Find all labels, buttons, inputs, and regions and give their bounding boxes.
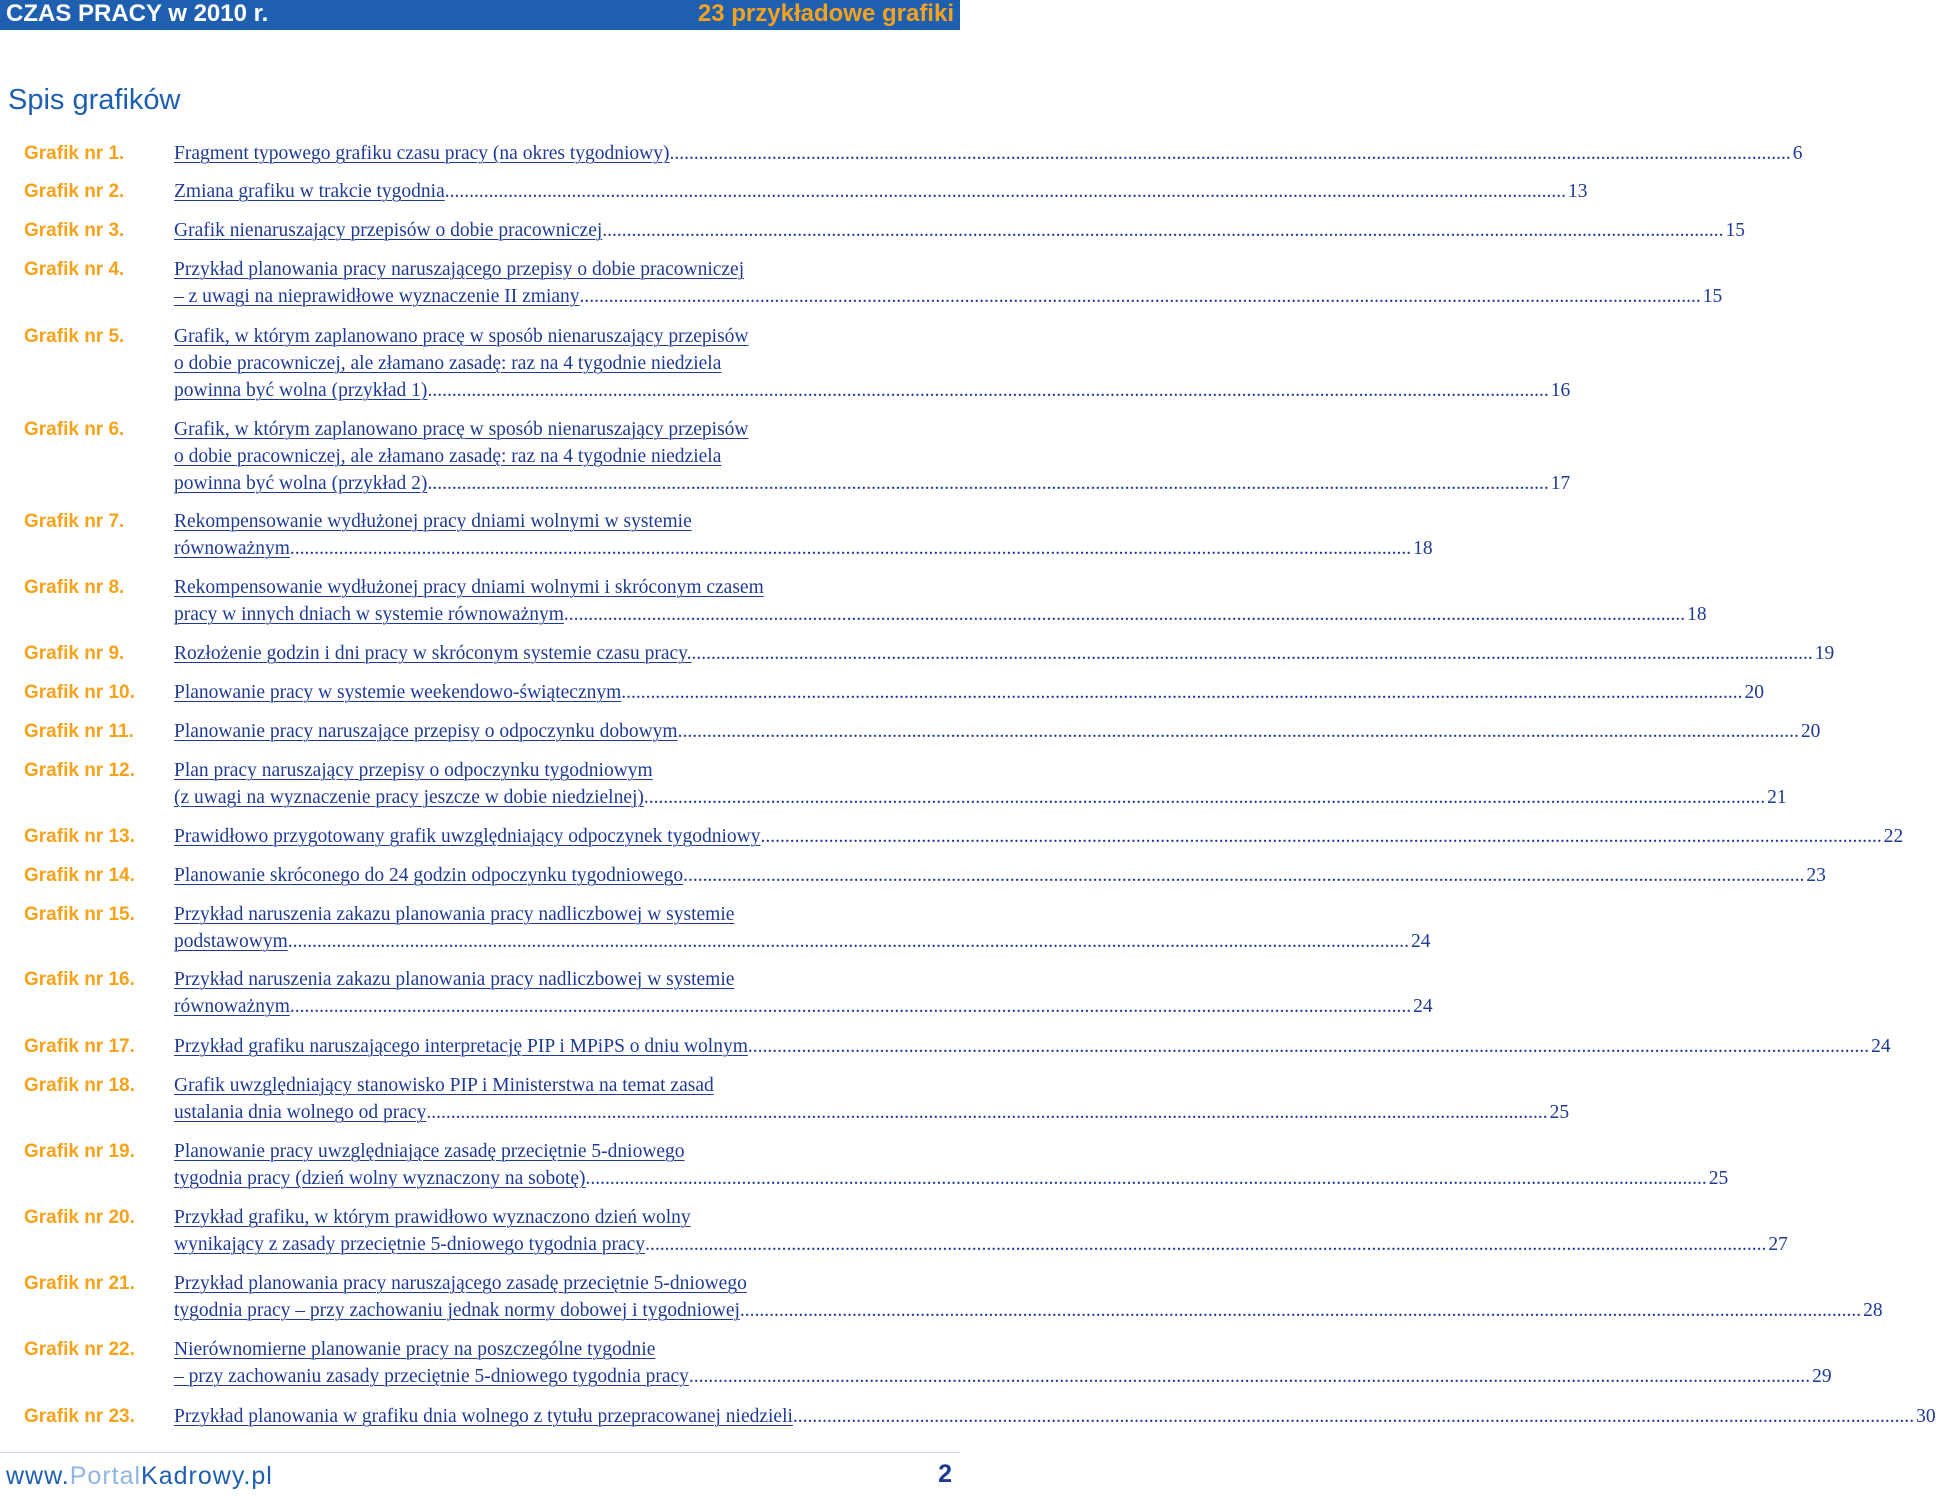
toc-entry[interactable] [24, 323, 1571, 404]
dot-leader [692, 640, 1813, 667]
toc-entry[interactable] [24, 823, 1904, 850]
toc-entry-number: Grafik nr 15. [24, 904, 135, 925]
page-footer [0, 1460, 960, 1496]
dot-leader [678, 718, 1799, 745]
toc-entry-line [174, 679, 1764, 706]
toc-entry-title[interactable]: o dobie pracowniczej, ale złamano zasadę: raz na 4 tygodnie niedziela [174, 446, 722, 467]
dot-leader [290, 535, 1411, 562]
dot-leader [445, 178, 1566, 205]
toc-entry-page: 27 [1768, 1234, 1788, 1255]
dot-leader [427, 377, 1548, 404]
toc-entry-text[interactable] [174, 1204, 1788, 1258]
dot-leader [669, 140, 1790, 167]
toc-entry-number: Grafik nr 11. [24, 721, 134, 742]
toc-entry-line [174, 1138, 1728, 1165]
toc-entry[interactable] [24, 718, 1821, 745]
toc-entry-number: Grafik nr 10. [24, 682, 135, 703]
toc-entry-line [174, 718, 1820, 745]
toc-entry[interactable] [24, 508, 1433, 562]
toc-entry-title[interactable]: – przy zachowaniu zasady przeciętnie 5-dniowego tygodnia pracy [174, 1366, 689, 1387]
toc-entry-title[interactable]: Zmiana grafiku w trakcie tygodnia [174, 181, 445, 202]
toc-entry-line [174, 757, 1787, 784]
dot-leader [288, 928, 1409, 955]
toc-entry-number: Grafik nr 4. [24, 259, 125, 280]
dot-leader [760, 823, 1881, 850]
toc-entry[interactable] [24, 256, 1723, 310]
toc-entry-page: 28 [1863, 1300, 1883, 1321]
toc-entry-number: Grafik nr 20. [24, 1207, 135, 1228]
toc-entry-line [174, 443, 1570, 470]
toc-entry-page: 16 [1550, 380, 1571, 401]
toc-entry-text[interactable] [174, 679, 1764, 706]
toc-entry-page: 25 [1549, 1102, 1570, 1123]
toc-entry-text[interactable] [174, 1072, 1569, 1126]
toc-entry-number: Grafik nr 13. [24, 826, 135, 847]
toc-entry-page: 21 [1767, 787, 1787, 808]
toc-entry-number: Grafik nr 16. [24, 969, 135, 990]
toc-entry-line [174, 416, 1570, 443]
toc-entry-number: Grafik nr 5. [24, 326, 125, 347]
toc-entry-title[interactable]: Rozłożenie godzin i dni pracy w skróconym systemie czasu pracy. [174, 643, 692, 664]
toc-entry-page: 13 [1567, 181, 1588, 202]
toc-entry-title[interactable]: Przykład grafiku naruszającego interpretację PIP i MPiPS o dniu wolnym [174, 1036, 748, 1057]
toc-entry-line [174, 140, 1802, 167]
toc-entry[interactable] [24, 862, 1826, 889]
dot-leader [683, 862, 1804, 889]
dot-leader [426, 1099, 1547, 1126]
toc-entry-title[interactable]: wynikający z zasady przeciętnie 5-dniowego tygodnia pracy [174, 1234, 646, 1255]
site-link[interactable]: www.PortalKadrowy.pl [6, 1462, 273, 1490]
toc-entry-text[interactable] [174, 901, 1431, 955]
dot-leader [748, 1033, 1869, 1060]
toc-entry-title[interactable]: Grafik, w którym zaplanowano pracę w sposób nienaruszający przepisów [174, 419, 749, 440]
toc-entry-line [174, 574, 1707, 601]
toc-entry-text[interactable] [174, 1270, 1883, 1324]
toc-entry-title[interactable]: Fragment typowego grafiku czasu pracy (na okres tygodniowy) [174, 143, 670, 164]
toc-entry-title[interactable]: Przykład grafiku, w którym prawidłowo wyznaczono dzień wolny [174, 1207, 691, 1228]
toc-entry-number: Grafik nr 18. [24, 1075, 135, 1096]
toc-entry-line [174, 256, 1722, 283]
toc-entry[interactable] [24, 679, 1765, 706]
toc-entry-line [174, 217, 1745, 244]
toc-entry[interactable] [24, 966, 1433, 1020]
toc-entry-title[interactable]: powinna być wolna (przykład 1) [174, 380, 428, 401]
toc-entry-page: 20 [1744, 682, 1765, 703]
toc-entry[interactable] [24, 416, 1571, 497]
toc-entry-title[interactable]: Planowanie pracy naruszające przepisy o odpoczynku dobowym [174, 721, 678, 742]
toc-entry-line [174, 350, 1570, 377]
toc-entry-text[interactable] [174, 718, 1820, 745]
toc-entry-line [174, 1033, 1891, 1060]
dot-leader [689, 1363, 1810, 1390]
toc-entry-page: 17 [1550, 473, 1571, 494]
toc-entry[interactable] [24, 1336, 1832, 1390]
toc-entry-number: Grafik nr 7. [24, 511, 125, 532]
dot-leader [602, 217, 1723, 244]
toc-entry-page: 6 [1792, 143, 1803, 164]
toc-entry-line [174, 1363, 1832, 1390]
toc-entry[interactable] [24, 140, 1803, 167]
toc-entry-number: Grafik nr 14. [24, 865, 135, 886]
toc-entry-page: 30 [1916, 1406, 1936, 1427]
toc-entry-line [174, 377, 1570, 404]
dot-leader [621, 679, 1742, 706]
toc-entry-line [174, 1336, 1832, 1363]
toc-entry-line [174, 1204, 1788, 1231]
toc-entry-number: Grafik nr 23. [24, 1406, 135, 1427]
toc-entry-title[interactable]: Planowanie pracy uwzględniające zasadę przeciętnie 5-dniowego [174, 1141, 685, 1162]
toc-entry[interactable] [24, 574, 1707, 628]
page-number: 2 [938, 1460, 952, 1488]
toc-entry-number: Grafik nr 12. [24, 760, 135, 781]
toc-entry-text[interactable] [174, 966, 1433, 1020]
toc-entry-number: Grafik nr 21. [24, 1273, 135, 1294]
toc-entry-line [174, 1403, 1936, 1430]
toc-entry-line [174, 823, 1903, 850]
toc-entry-line [174, 508, 1433, 535]
dot-leader [290, 993, 1411, 1020]
toc-entry-number: Grafik nr 22. [24, 1339, 135, 1360]
header-title: CZAS PRACY w 2010 r. [6, 0, 269, 27]
toc-entry[interactable] [24, 757, 1787, 811]
toc-entry-number: Grafik nr 9. [24, 643, 125, 664]
toc-entry-title[interactable]: (z uwagi na wyznaczenie pracy jeszcze w dobie niedzielnej) [174, 787, 644, 808]
toc-entry-line [174, 323, 1570, 350]
toc-entry-page: 29 [1812, 1366, 1832, 1387]
toc-entry-text[interactable] [174, 640, 1834, 667]
toc-entry-page: 15 [1725, 220, 1746, 241]
toc-entry[interactable] [24, 217, 1746, 244]
toc-entry[interactable] [24, 1072, 1570, 1126]
toc-entry-title[interactable]: Grafik, w którym zaplanowano pracę w sposób nienaruszający przepisów [174, 326, 749, 347]
toc-entry-text[interactable] [174, 323, 1570, 404]
toc-entry-line [174, 535, 1433, 562]
dot-leader [586, 1165, 1707, 1192]
toc-entry-title[interactable]: tygodnia pracy – przy zachowaniu jednak normy dobowej i tygodniowej [174, 1300, 740, 1321]
toc-entry-title[interactable]: Przykład planowania pracy naruszającego przepisy o dobie pracowniczej [174, 259, 745, 280]
dot-leader [580, 283, 1701, 310]
toc-entry-line [174, 1270, 1883, 1297]
toc-entry[interactable] [24, 1270, 1883, 1324]
toc-entry-text[interactable] [174, 1033, 1891, 1060]
toc-entry-line [174, 966, 1433, 993]
toc-entry-title[interactable]: Przykład naruszenia zakazu planowania pracy nadliczbowej w systemie [174, 969, 735, 990]
toc-entry-title[interactable]: Nierównomierne planowanie pracy na poszczególne tygodnie [174, 1339, 656, 1360]
toc-entry-page: 18 [1413, 538, 1433, 559]
toc-entry-number: Grafik nr 3. [24, 220, 125, 241]
toc-entry-title[interactable]: Grafik nienaruszający przepisów o dobie pracowniczej [174, 220, 603, 241]
toc-entry-text[interactable] [174, 508, 1433, 562]
dot-leader [740, 1297, 1861, 1324]
toc-entry[interactable] [24, 901, 1431, 955]
dot-leader [427, 470, 1548, 497]
toc-entry[interactable] [24, 1138, 1729, 1192]
toc-entry-line [174, 178, 1587, 205]
toc-entry-line [174, 470, 1570, 497]
toc-entry-text[interactable] [174, 574, 1707, 628]
toc-entry-text[interactable] [174, 256, 1722, 310]
toc-entry-title[interactable]: o dobie pracowniczej, ale złamano zasadę: raz na 4 tygodnie niedziela [174, 353, 722, 374]
toc-entry-text[interactable] [174, 178, 1587, 205]
toc-entry-line [174, 640, 1834, 667]
footer-divider [0, 1452, 960, 1453]
toc-entry-line [174, 862, 1826, 889]
toc-entry-title[interactable]: Planowanie skróconego do 24 godzin odpoczynku tygodniowego [174, 865, 684, 886]
toc-entry-page: 18 [1687, 604, 1707, 625]
toc-entry-line [174, 601, 1707, 628]
toc-entry-line [174, 283, 1722, 310]
toc-entry-title[interactable]: Planowanie pracy w systemie weekendowo-świątecznym [174, 682, 622, 703]
toc-entry-number: Grafik nr 19. [24, 1141, 135, 1162]
toc-entry-line [174, 1297, 1883, 1324]
toc-entry-line [174, 1231, 1788, 1258]
toc-entry-text[interactable] [174, 862, 1826, 889]
toc-entry[interactable] [24, 640, 1835, 667]
page-title: Spis grafików [8, 84, 181, 116]
toc-entry-title[interactable]: równoważnym [174, 538, 290, 559]
toc-entry-title[interactable]: pracy w innych dniach w systemie równoważnym [174, 604, 564, 625]
toc-entry-number: Grafik nr 17. [24, 1036, 135, 1057]
toc-entry-text[interactable] [174, 823, 1903, 850]
header-subtitle: 23 przykładowe grafiki [697, 0, 954, 27]
toc-entry[interactable] [24, 178, 1588, 205]
toc-entry-title[interactable]: Rekompensowanie wydłużonej pracy dniami wolnymi i skróconym czasem [174, 577, 764, 598]
toc-entry[interactable] [24, 1403, 1936, 1430]
toc-entry-page: 25 [1708, 1168, 1729, 1189]
toc-entry-page: 24 [1411, 931, 1431, 952]
toc-entry-page: 22 [1883, 826, 1904, 847]
toc-entry-text[interactable] [174, 217, 1745, 244]
toc-entry-line [174, 901, 1431, 928]
toc-entry-title[interactable]: równoważnym [174, 996, 290, 1017]
toc-entry-text[interactable] [174, 1138, 1728, 1192]
toc-entry[interactable] [24, 1033, 1891, 1060]
toc-entry-title[interactable]: tygodnia pracy (dzień wolny wyznaczony na sobotę) [174, 1168, 586, 1189]
toc-entry-text[interactable] [174, 1336, 1832, 1390]
toc-entry-line [174, 1099, 1569, 1126]
toc-entry[interactable] [24, 1204, 1788, 1258]
dot-leader [793, 1403, 1914, 1430]
toc-entry-title[interactable]: podstawowym [174, 931, 288, 952]
toc-entry-line [174, 928, 1431, 955]
toc-entry-text[interactable] [174, 140, 1802, 167]
toc-entry-title[interactable]: Prawidłowo przygotowany grafik uwzględniający odpoczynek tygodniowy [174, 826, 761, 847]
toc-entry-number: Grafik nr 6. [24, 419, 125, 440]
toc-entry-line [174, 784, 1787, 811]
toc-entry-text[interactable] [174, 1403, 1936, 1430]
toc-entry-line [174, 1165, 1728, 1192]
toc-entry-text[interactable] [174, 757, 1787, 811]
toc-entry-text[interactable] [174, 416, 1570, 497]
toc-entry-title[interactable]: ustalania dnia wolnego od pracy [174, 1102, 427, 1123]
toc-entry-line [174, 1072, 1569, 1099]
toc-entry-page: 20 [1800, 721, 1821, 742]
dot-leader [564, 601, 1685, 628]
toc-entry-number: Grafik nr 2. [24, 181, 125, 202]
dot-leader [644, 784, 1765, 811]
toc-entry-page: 19 [1814, 643, 1835, 664]
page-header [0, 0, 960, 30]
toc-entry-page: 23 [1806, 865, 1826, 886]
toc-entry-title[interactable]: powinna być wolna (przykład 2) [174, 473, 428, 494]
toc-entry-line [174, 993, 1433, 1020]
dot-leader [645, 1231, 1766, 1258]
toc-entry-title[interactable]: Plan pracy naruszający przepisy o odpoczynku tygodniowym [174, 760, 653, 781]
toc-entry-title[interactable]: Przykład planowania pracy naruszającego zasadę przeciętnie 5-dniowego [174, 1273, 747, 1294]
toc-entry-page: 24 [1871, 1036, 1891, 1057]
toc-entry-title[interactable]: Rekompensowanie wydłużonej pracy dniami wolnymi w systemie [174, 511, 692, 532]
toc-entry-number: Grafik nr 1. [24, 143, 125, 164]
toc-entry-page: 24 [1413, 996, 1433, 1017]
toc-entry-title[interactable]: Grafik uwzględniający stanowisko PIP i Ministerstwa na temat zasad [174, 1075, 714, 1096]
toc-entry-number: Grafik nr 8. [24, 577, 125, 598]
toc-entry-page: 15 [1702, 286, 1723, 307]
toc-entry-title[interactable]: – z uwagi na nieprawidłowe wyznaczenie II zmiany [174, 286, 580, 307]
toc-entry-title[interactable]: Przykład planowania w grafiku dnia wolnego z tytułu przepracowanej niedzieli [174, 1406, 793, 1427]
toc-entry-title[interactable]: Przykład naruszenia zakazu planowania pracy nadliczbowej w systemie [174, 904, 735, 925]
